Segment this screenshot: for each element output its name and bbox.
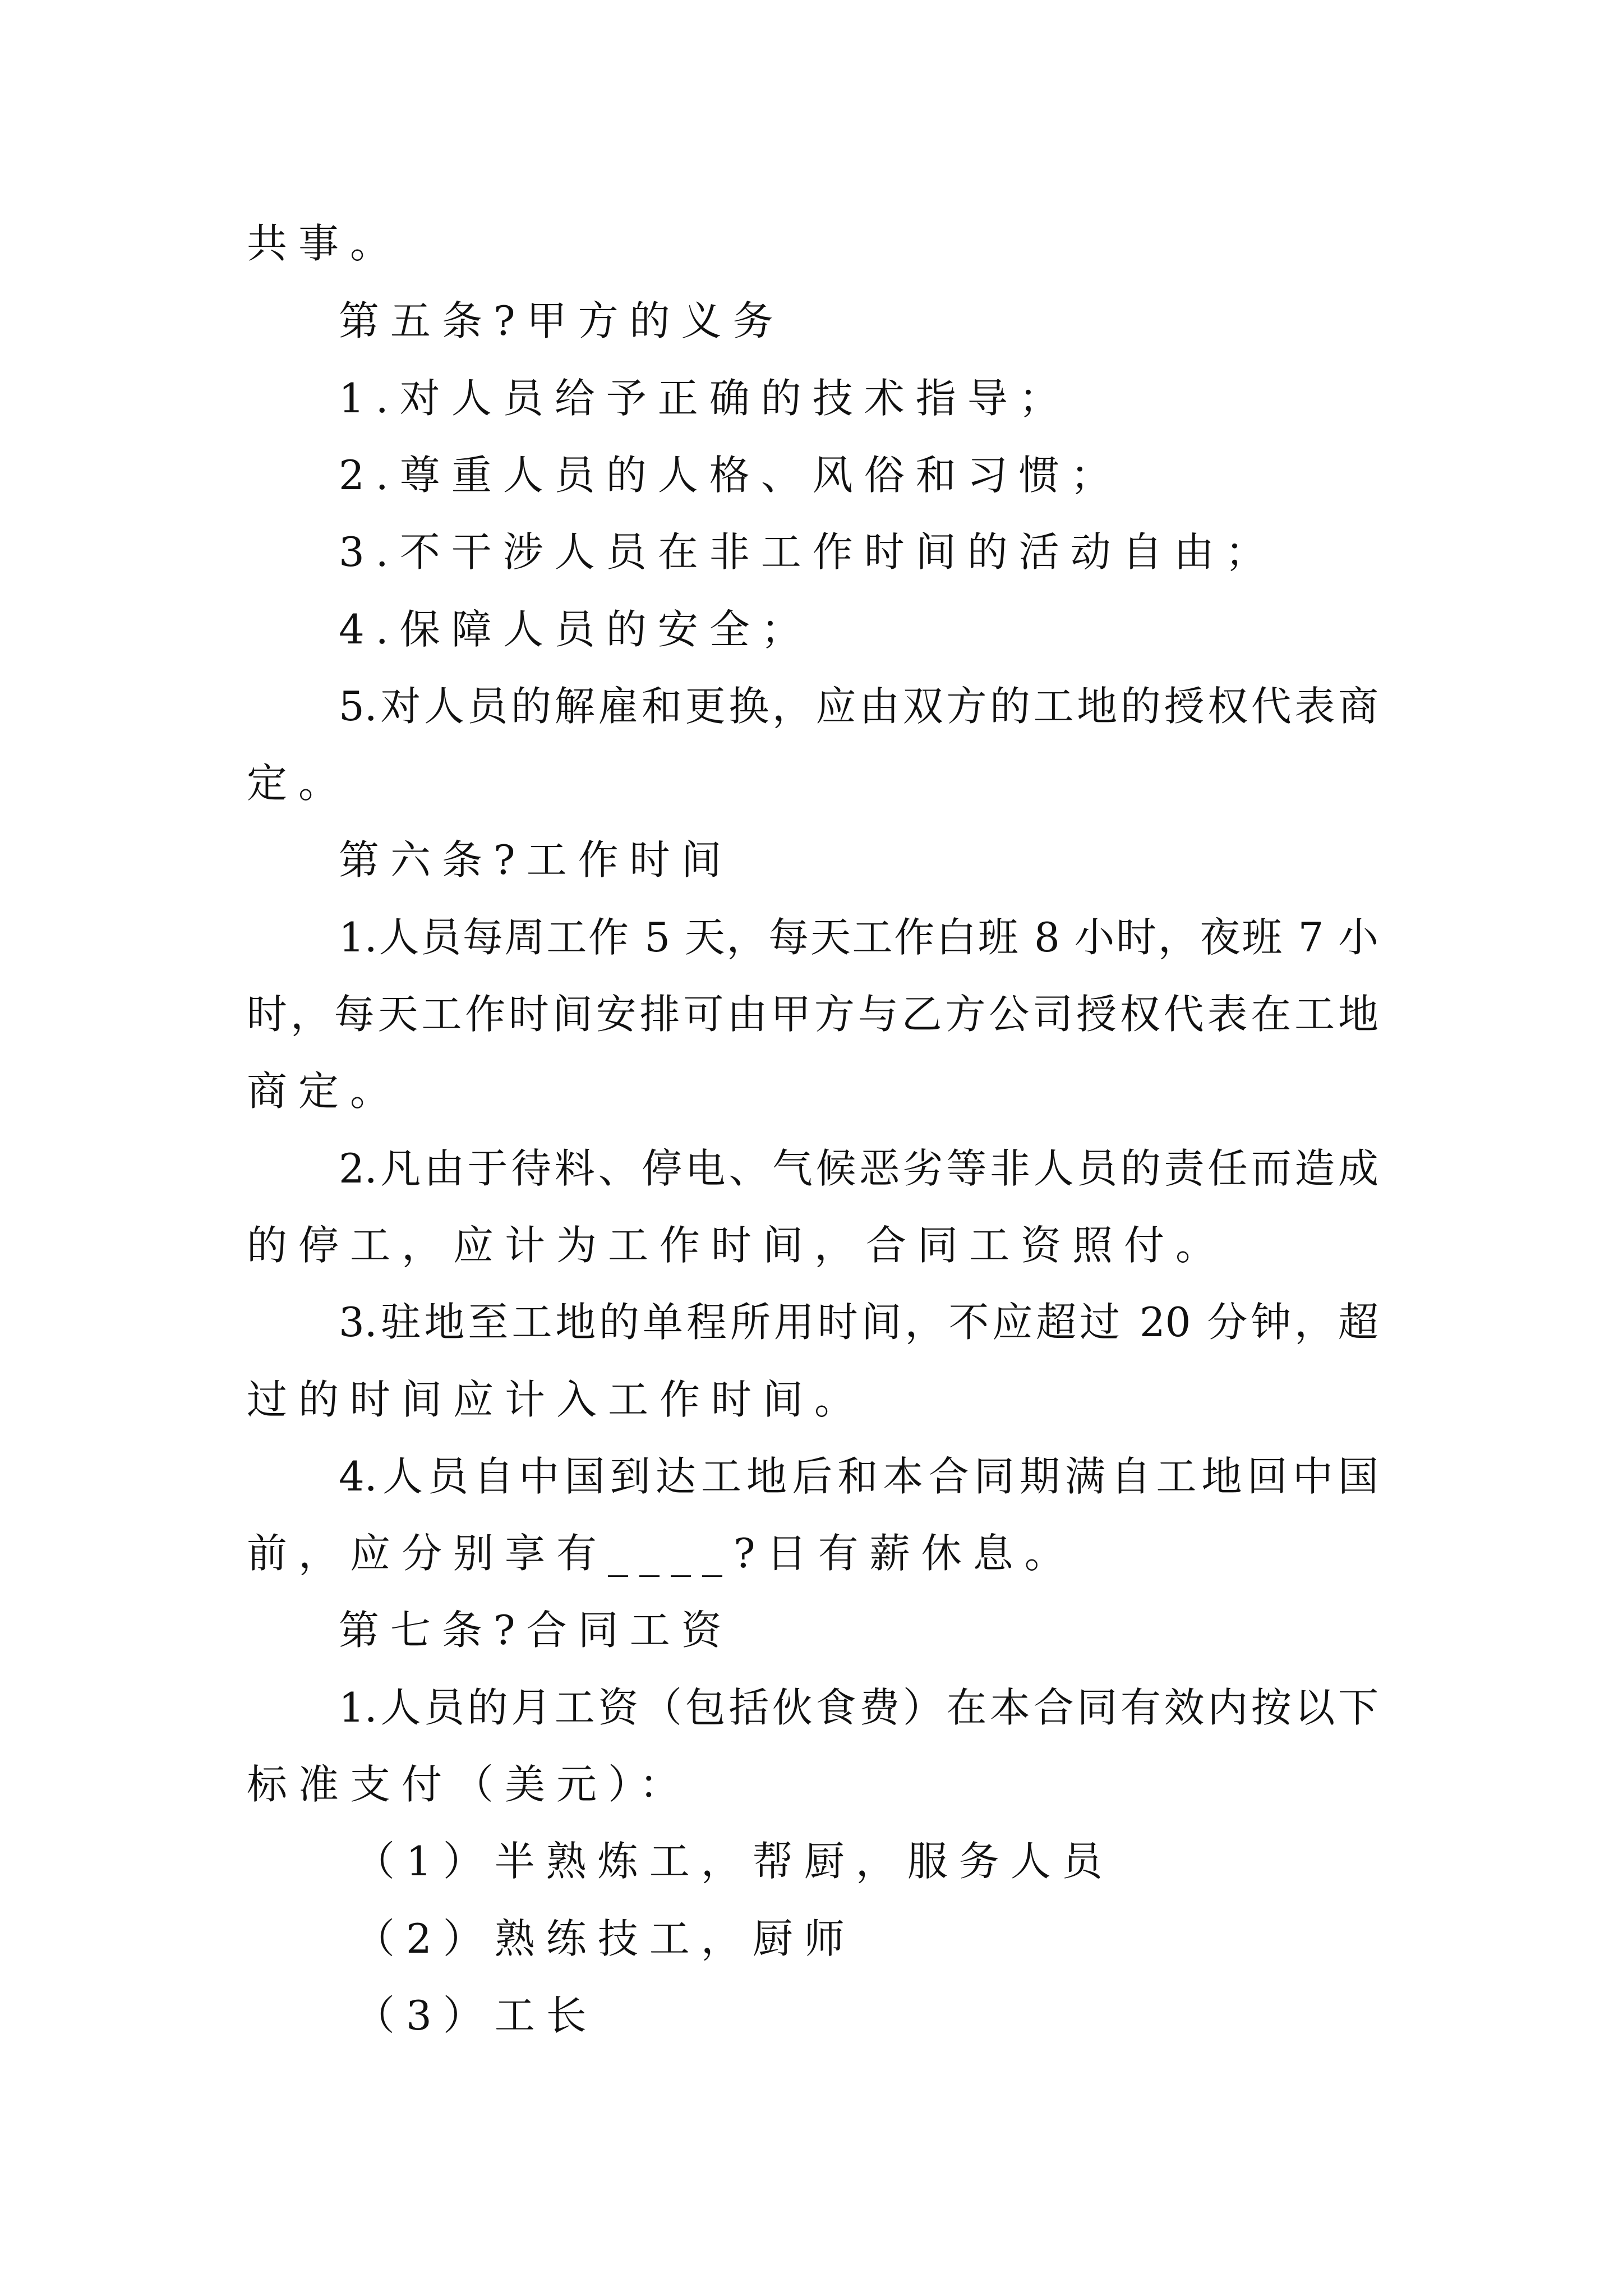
- text-line: 过的时间应计入工作时间。: [247, 1376, 866, 1423]
- text-line: 前，应分别享有____?日有薪休息。: [247, 1530, 1076, 1577]
- article-heading: 第六条?工作时间: [339, 836, 733, 884]
- list-item: 3.驻地至工地的单程所用时间，不应超过 20 分钟，超: [339, 1299, 1378, 1346]
- list-item: 2.尊重人员的人格、风俗和习惯；: [339, 452, 1122, 499]
- list-item: 2.凡由于待料、停电、气候恶劣等非人员的责任而造成: [339, 1145, 1378, 1192]
- text-line: 标准支付（美元）：: [247, 1761, 691, 1808]
- text-line: 时，每天工作时间安排可由甲方与乙方公司授权代表在工地: [247, 991, 1378, 1038]
- list-item: 1.对人员给予正确的技术指导；: [339, 375, 1071, 422]
- text-line: 定。: [247, 760, 351, 807]
- list-item: （3）工长: [354, 1992, 598, 2039]
- list-item: 1.人员的月工资（包括伙食费）在本合同有效内按以下: [339, 1684, 1378, 1731]
- text-line: 商定。: [247, 1068, 402, 1115]
- list-item: （1）半熟炼工，帮厨，服务人员: [354, 1838, 1114, 1885]
- list-item: 5.对人员的解雇和更换，应由双方的工地的授权代表商: [339, 683, 1378, 730]
- article-heading: 第五条?甲方的义务: [339, 297, 785, 344]
- text-line: 共事。: [247, 220, 402, 267]
- text-line: 的停工，应计为工作时间，合同工资照付。: [247, 1222, 1228, 1269]
- article-heading: 第七条?合同工资: [339, 1607, 733, 1654]
- list-item: 4.人员自中国到达工地后和本合同期满自工地回中国: [339, 1453, 1378, 1500]
- list-item: 4.保障人员的安全；: [339, 606, 813, 653]
- list-item: 1.人员每周工作 5 天，每天工作白班 8 小时，夜班 7 小: [339, 914, 1378, 961]
- list-item: （2）熟练技工，厨师: [354, 1915, 856, 1962]
- list-item: 3.不干涉人员在非工作时间的活动自由；: [339, 528, 1277, 576]
